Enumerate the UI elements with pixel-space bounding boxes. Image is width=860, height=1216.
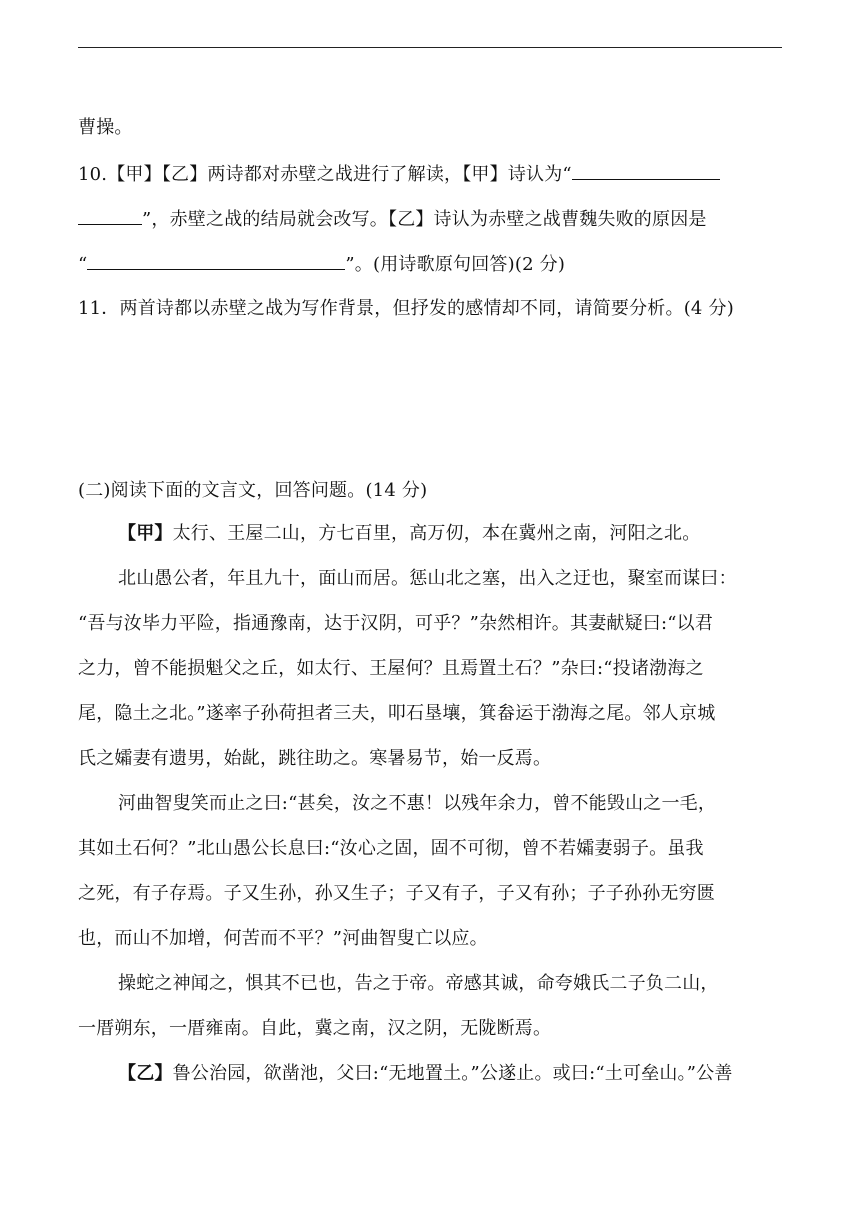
question-11: 11．两首诗都以赤壁之战为写作背景，但抒发的感情却不同，请简要分析。(4 分) — [78, 298, 734, 319]
question-10-line-1 — [78, 161, 798, 187]
passage-jia-p2-line: 北山愚公者，年且九十，面山而居。惩山北之塞，出入之迂也，聚室而谋曰： — [118, 568, 737, 589]
passage-jia-p4-line: 一厝朔东，一厝雍南。自此，冀之南，汉之阴，无陇断焉。 — [78, 1018, 552, 1039]
question-10-text-3: ”。(用诗歌原句回答)(2 分) — [345, 254, 566, 275]
section-2-heading: (二)阅读下面的文言文，回答问题。(14 分) — [78, 480, 428, 501]
passage-jia-p2-line: 之力，曾不能损魁父之丘，如太行、王屋何？且焉置土石？”杂曰:“投诸渤海之 — [78, 658, 704, 679]
passage-yi-p1-text: 鲁公治园，欲凿池，父曰:“无地置土。”公遂止。或曰:“土可垒山。”公善 — [172, 1063, 733, 1084]
header-rule — [78, 47, 782, 48]
passage-jia-p2-line: “吾与汝毕力平险，指通豫南，达于汉阴，可乎？”杂然相许。其妻献疑曰:“以君 — [78, 613, 714, 634]
passage-jia-p3-line: 也，而山不加增，何苦而不平？”河曲智叟亡以应。 — [78, 928, 488, 949]
passage-jia-p1 — [118, 522, 808, 546]
passage-jia-p1-text: 太行、王屋二山，方七百里，高万仞，本在冀州之南，河阳之北。 — [172, 523, 701, 544]
passage-jia-p3-line: 其如土石何？”北山愚公长息曰:“汝心之固，固不可彻，曾不若孀妻弱子。虽我 — [78, 838, 704, 859]
passage-jia-p3-line: 之死，有子存焉。子又生孙，孙又生子；子又有子，子又有孙；子子孙孙无穷匮 — [78, 883, 715, 904]
answer-blank-2[interactable] — [87, 251, 345, 270]
passage-jia-label: 【甲】 — [118, 523, 173, 544]
answer-blank-1b[interactable] — [78, 206, 142, 225]
question-10-line-3 — [78, 251, 798, 277]
passage-jia-p2-line: 氏之孀妻有遗男，始龀，跳往助之。寒暑易节，始一反焉。 — [78, 748, 552, 769]
passage-jia-p3-line: 河曲智叟笑而止之曰:“甚矣，汝之不惠！以残年余力，曾不能毁山之一毛， — [118, 793, 717, 814]
question-10-line-2 — [78, 206, 798, 232]
question-10-text-2: ”，赤壁之战的结局就会改写。【乙】诗认为赤壁之战曹魏失败的原因是 — [142, 209, 707, 230]
passage-jia-p4-line: 操蛇之神闻之，惧其不已也，告之于帝。帝感其诚，命夸娥氏二子负二山， — [118, 973, 719, 994]
answer-blank-1a[interactable] — [572, 161, 720, 180]
question-10-open-quote: “ — [78, 254, 88, 275]
passage-yi-label: 【乙】 — [118, 1063, 173, 1084]
question-10-text-1: 10.【甲】【乙】两诗都对赤壁之战进行了解读，【甲】诗认为“ — [78, 164, 572, 185]
passage-jia-p2-line: 尾，隐土之北。”遂率子孙荷担者三夫，叩石垦壤，箕畚运于渤海之尾。邻人京城 — [78, 703, 716, 724]
prev-question-ending: 曹操。 — [78, 117, 133, 138]
passage-yi-p1 — [118, 1062, 808, 1086]
